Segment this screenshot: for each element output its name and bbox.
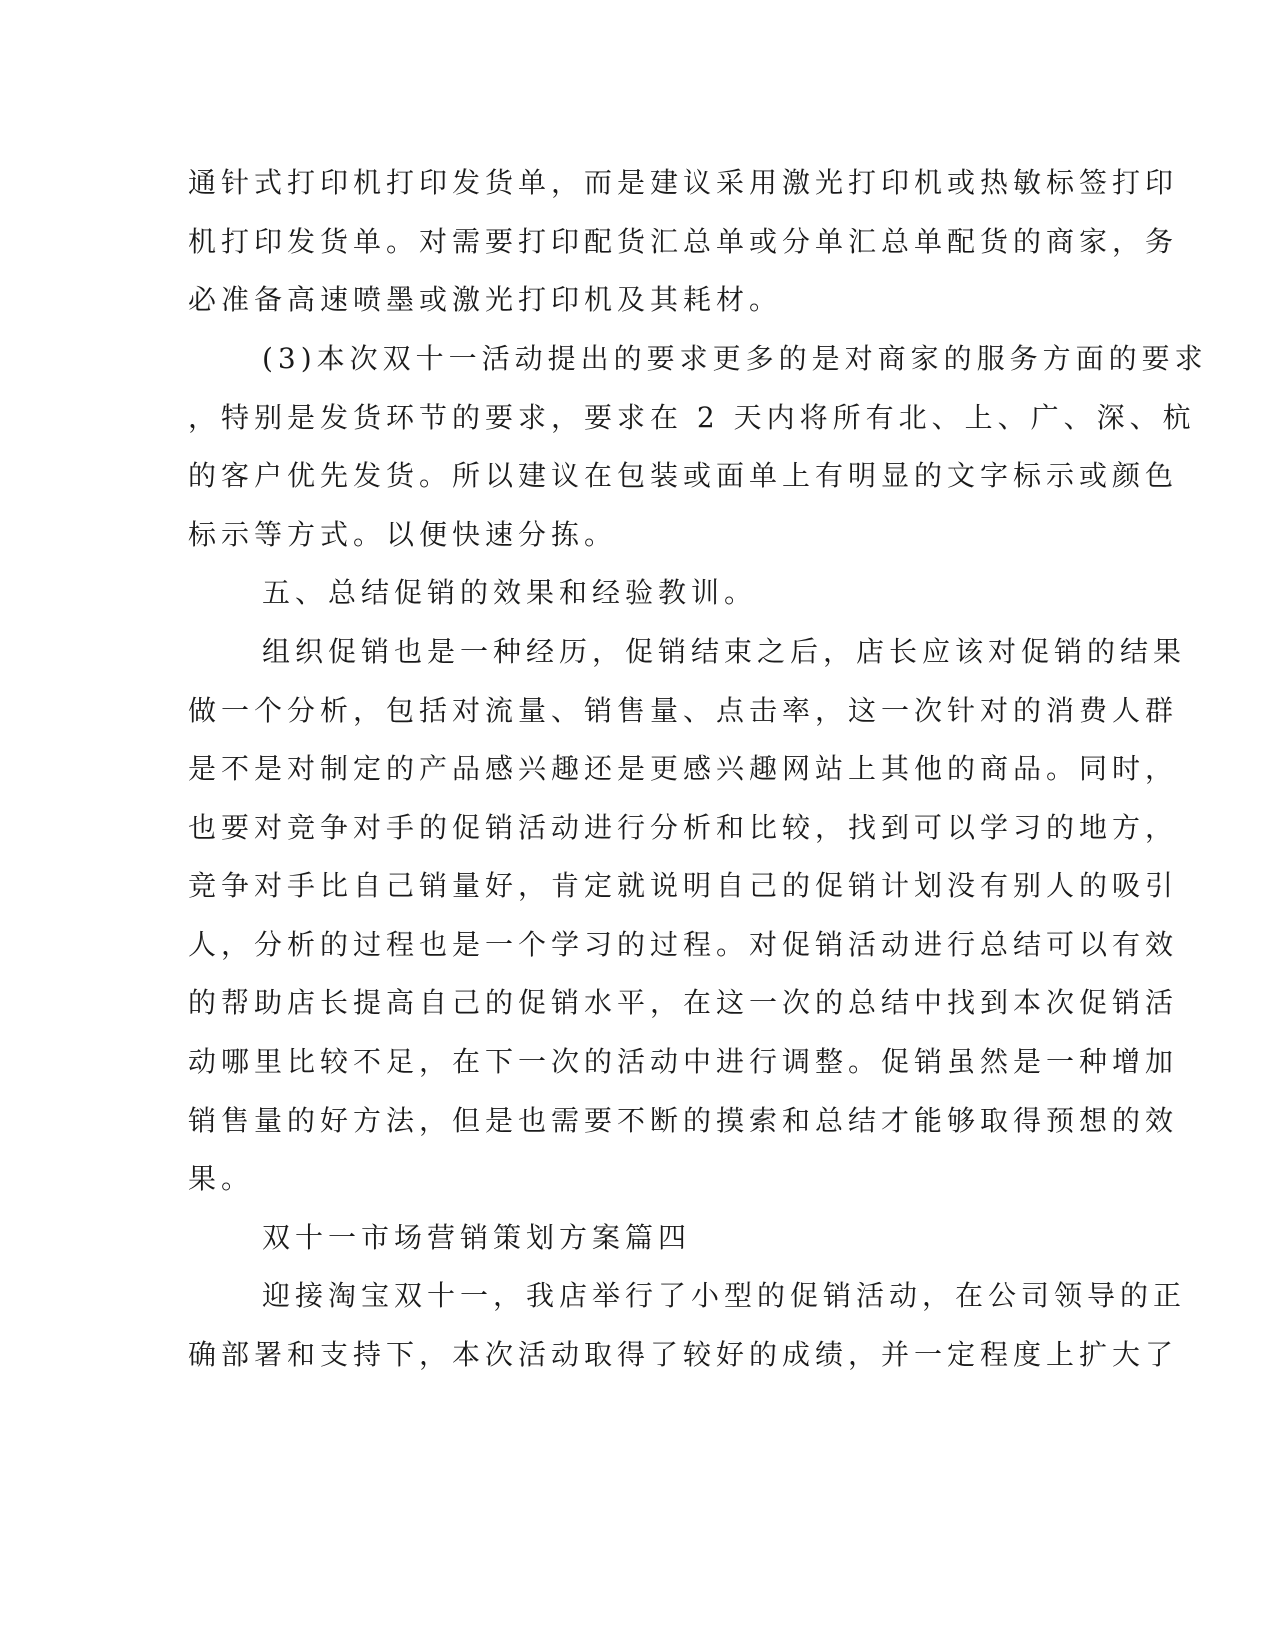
text-line: 必准备高速喷墨或激光打印机及其耗材。 <box>188 283 783 316</box>
text-line: ，特别是发货环节的要求，要求在 2 天内将所有北、上、广、深、杭 <box>188 401 1196 434</box>
text-line: 是不是对制定的产品感兴趣还是更感兴趣网站上其他的商品。同时， <box>188 752 1179 785</box>
section-heading: 五、总结促销的效果和经验教训。 <box>262 576 758 609</box>
text-line: 组织促销也是一种经历，促销结束之后，店长应该对促销的结果 <box>262 635 1187 668</box>
text-line: (3)本次双十一活动提出的要求更多的是对商家的服务方面的要求 <box>262 342 1208 375</box>
text-line: 标示等方式。以便快速分拣。 <box>188 518 618 551</box>
text-line: 果。 <box>188 1162 255 1195</box>
section-heading: 双十一市场营销策划方案篇四 <box>262 1221 692 1254</box>
text-line: 动哪里比较不足，在下一次的活动中进行调整。促销虽然是一种增加 <box>188 1045 1179 1078</box>
text-line: 人，分析的过程也是一个学习的过程。对促销活动进行总结可以有效 <box>188 928 1179 961</box>
text-line: 也要对竞争对手的促销活动进行分析和比较，找到可以学习的地方， <box>188 811 1179 844</box>
text-line: 的客户优先发货。所以建议在包装或面单上有明显的文字标示或颜色 <box>188 459 1179 492</box>
text-line: 确部署和支持下，本次活动取得了较好的成绩，并一定程度上扩大了 <box>188 1338 1179 1371</box>
text-line: 迎接淘宝双十一，我店举行了小型的促销活动，在公司领导的正 <box>262 1279 1187 1312</box>
text-line: 机打印发货单。对需要打印配货汇总单或分单汇总单配货的商家，务 <box>188 225 1179 258</box>
text-line: 做一个分析，包括对流量、销售量、点击率，这一次针对的消费人群 <box>188 694 1179 727</box>
text-line: 的帮助店长提高自己的促销水平，在这一次的总结中找到本次促销活 <box>188 986 1179 1019</box>
text-line: 通针式打印机打印发货单，而是建议采用激光打印机或热敏标签打印 <box>188 166 1179 199</box>
text-line: 竞争对手比自己销量好，肯定就说明自己的促销计划没有别人的吸引 <box>188 869 1179 902</box>
text-line: 销售量的好方法，但是也需要不断的摸索和总结才能够取得预想的效 <box>188 1104 1179 1137</box>
